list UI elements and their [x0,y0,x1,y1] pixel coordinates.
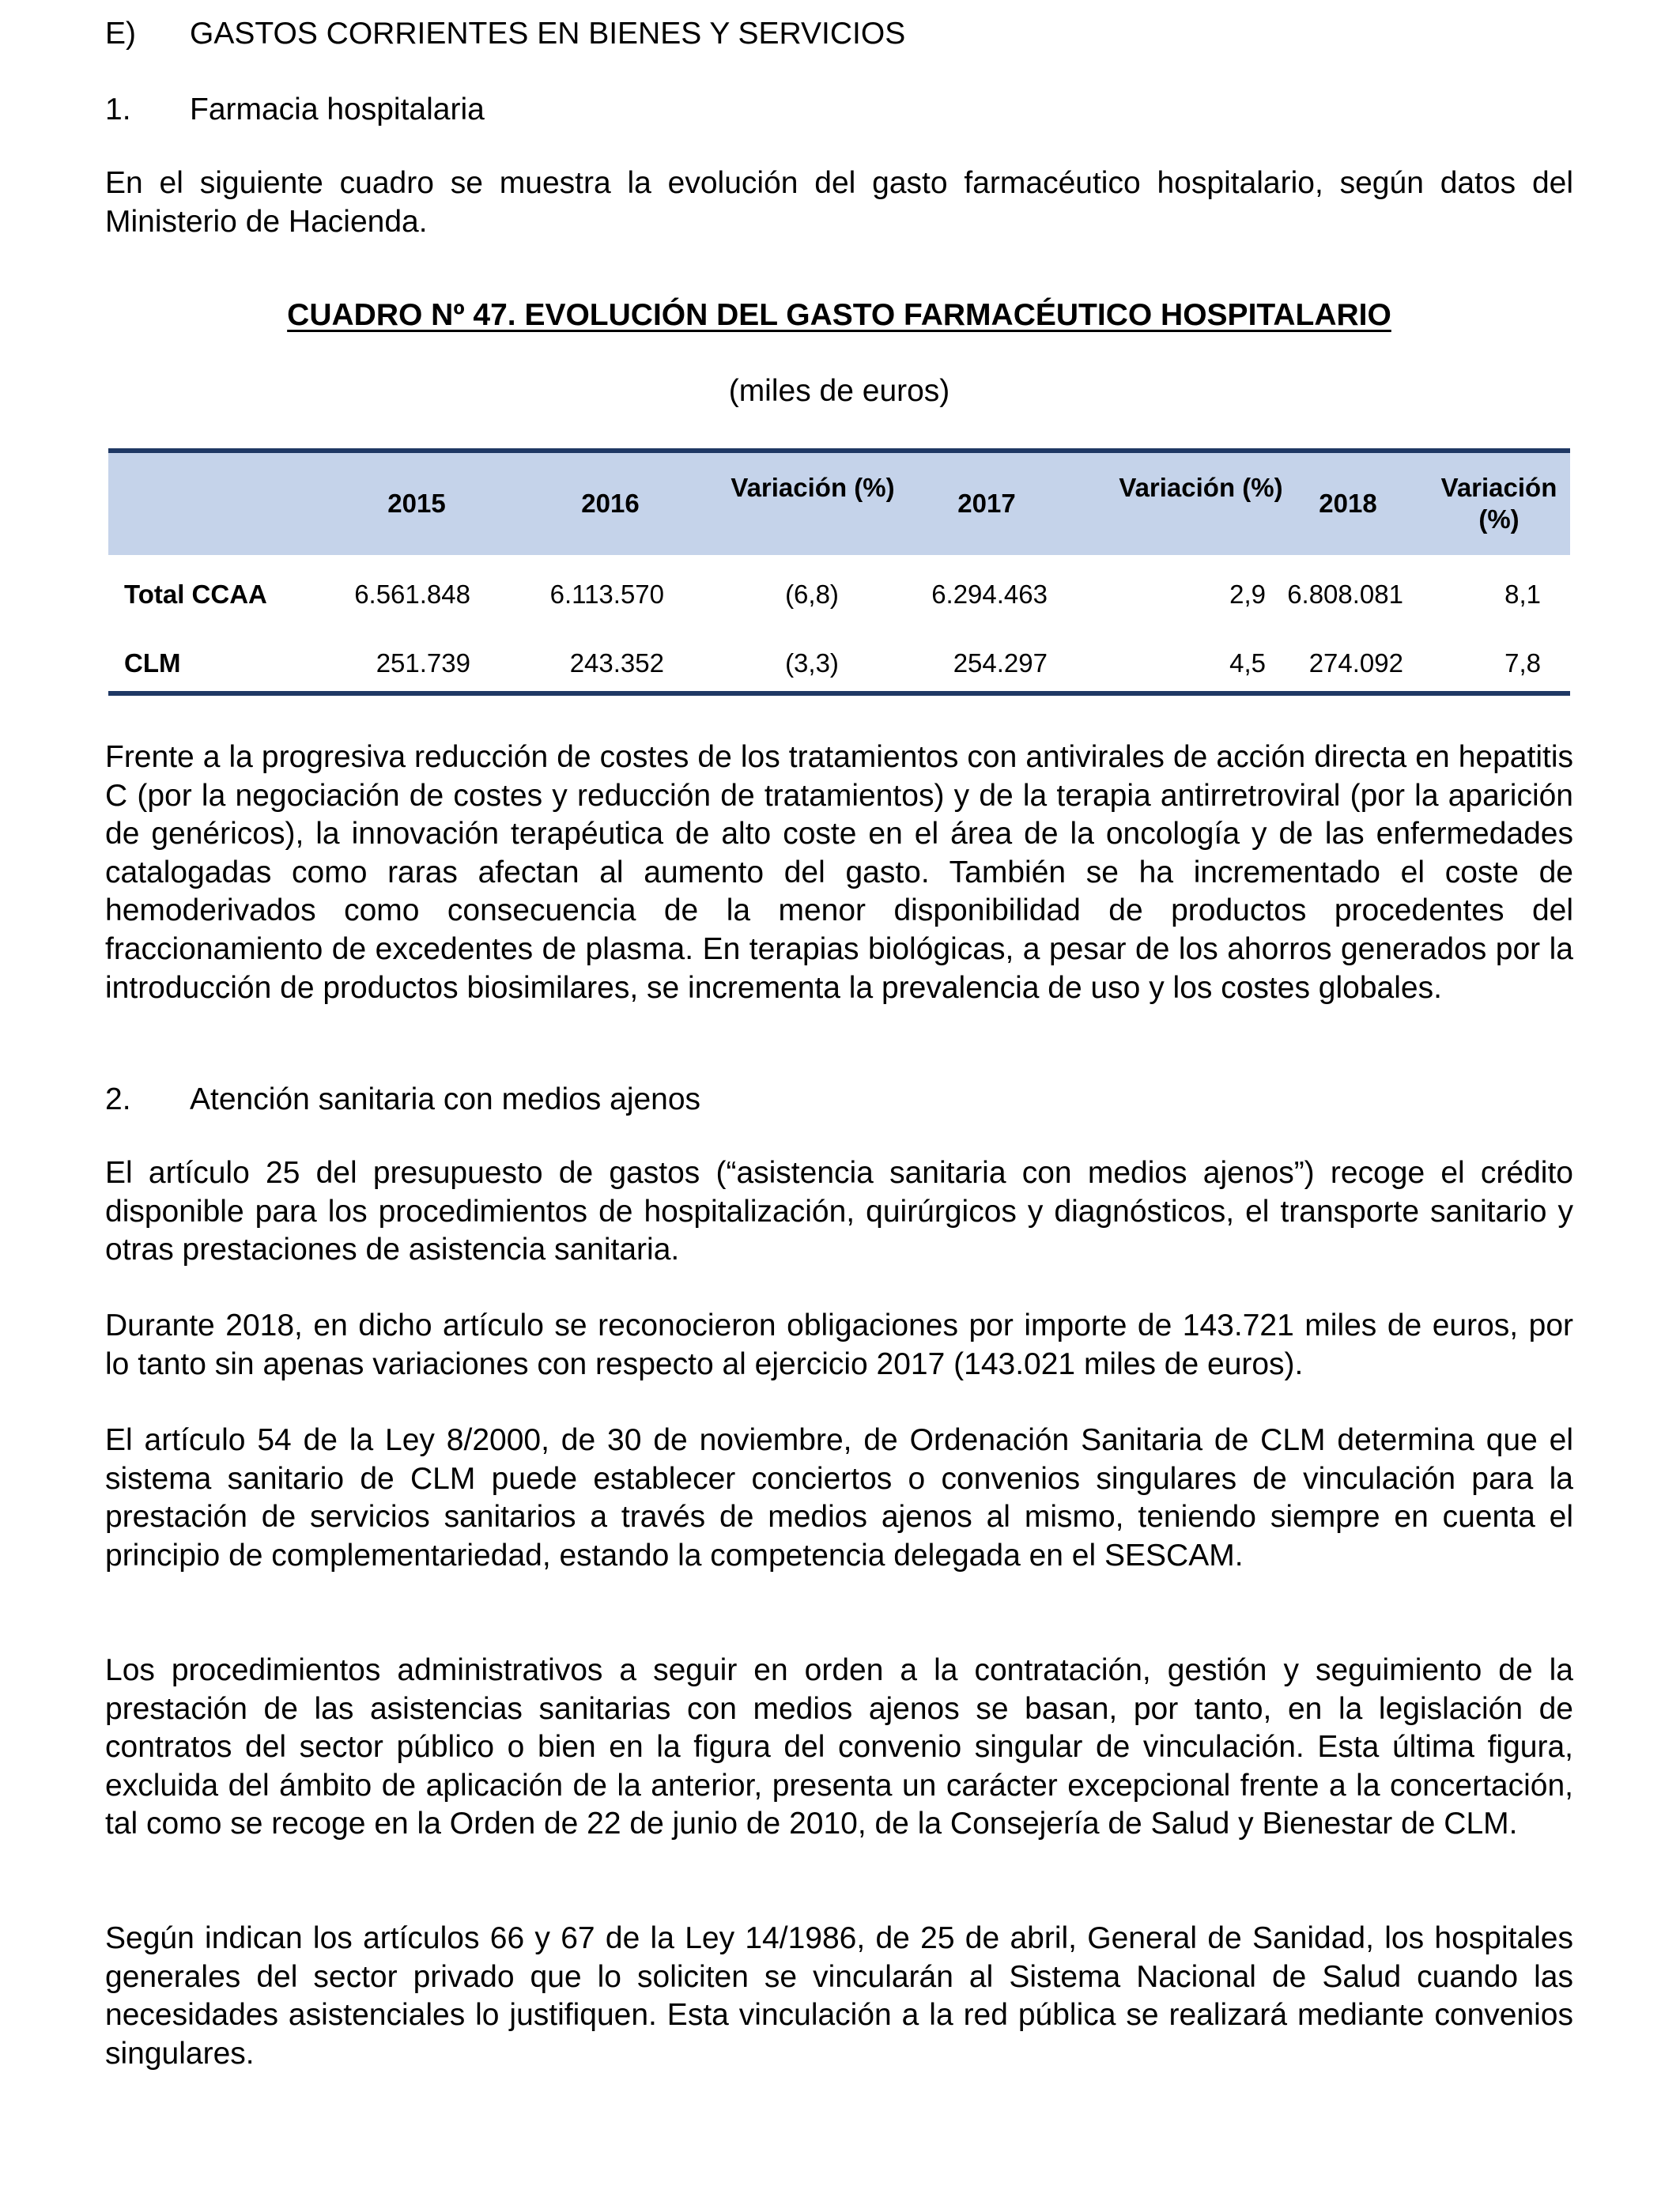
subsection-number: 1. [105,93,131,127]
header-cell: 2015 [387,489,446,518]
table-cell: (3,3) [785,648,839,678]
table-unit: (miles de euros) [728,374,950,408]
subsection-title: Atención sanitaria con medios ajenos [190,1082,701,1116]
table-cell: 254.297 [953,648,1048,678]
section-heading [105,14,905,53]
header-cell: 2018 [1319,489,1377,518]
header-cell: Variación (%) [1440,473,1557,534]
intro-paragraph: En el siguiente cuadro se muestra la evolución del gasto farmacéutico hospitalario, según datos del Ministerio de Hacienda. [105,166,1573,239]
table-cell: 6.294.463 [931,580,1048,609]
table-cell: 4,5 [1229,648,1266,678]
table-cell: 2,9 [1229,580,1266,609]
paragraph-procedures: Los procedimientos administrativos a seguir en orden a la contratación, gestión y seguimiento de la prestación de las asistencias sanitarias con medios ajenos se basan, por tanto, en la legislación de contratos del sector público o bien en la figura del convenio singular de vinculación. Esta última figura, excluida del ámbito de aplicación de la anterior, presenta un carácter excepcional frente a la concertación, tal como se recoge en la Orden de 22 de junio de 2010, de la Consejería de Salud y Bienestar de CLM. [105,1653,1573,1841]
paragraph-article-25: El artículo 25 del presupuesto de gastos (“asistencia sanitaria con medios ajenos”) recoge el crédito disponible para los procedimientos de hospitalización, quirúrgicos y diagnósticos, el transporte sanitario y otras prestaciones de asistencia sanitaria. [105,1156,1573,1267]
subsection-title: Farmacia hospitalaria [190,93,485,127]
section-title: GASTOS CORRIENTES EN BIENES Y SERVICIOS [190,17,906,51]
section-letter: E) [105,17,136,51]
table-cell: 274.092 [1308,648,1403,678]
paragraph-obligations-2018: Durante 2018, en dicho artículo se reconocieron obligaciones por importe de 143.721 miles de euros, por lo tanto sin apenas variaciones con respecto al ejercicio 2017 (143.021 miles de euros). [105,1308,1573,1381]
header-cell: Variación (%) [731,473,895,502]
table-cell: 8,1 [1504,580,1541,609]
table-cell: 6.808.081 [1287,580,1403,609]
header-cell: Variación (%) [1119,473,1283,502]
expense-table [108,448,1570,697]
header-cell: 2016 [581,489,640,518]
paragraph-general-sanidad: Según indican los artículos 66 y 67 de la Ley 14/1986, de 25 de abril, General de Sanidad, los hospitales generales del sector privado que lo soliciten se vincularán al Sistema Nacional de Salud cuando las necesidades asistenciales lo justifiquen. Esta vinculación a la red pública se realizará mediante convenios singulares. [105,1921,1573,2071]
table-row [108,629,1570,697]
subsection-heading-2 [105,1080,700,1119]
header-cell: 2017 [957,489,1016,518]
subsection-number: 2. [105,1082,131,1116]
table-cell: 6.113.570 [549,580,664,609]
paragraph-article-54: El artículo 54 de la Ley 8/2000, de 30 de noviembre, de Ordenación Sanitaria de CLM determina que el sistema sanitario de CLM puede establecer conciertos o convenios singulares de vinculación para la prestación de servicios sanitarios a través de medios ajenos al mismo, teniendo siempre en cuenta el principio de complementariedad, estando la competencia delegada en el SESCAM. [105,1423,1573,1573]
table-cell: 7,8 [1504,648,1541,678]
table-cell: 6.561.848 [354,580,470,609]
row-label: Total CCAA [124,580,267,609]
table-row [108,560,1570,629]
table-cell: 243.352 [569,648,664,678]
row-label: CLM [124,648,181,678]
paragraph-pharmacy-context: Frente a la progresiva reducción de costes de los tratamientos con antivirales de acción directa en hepatitis C (por la negociación de costes y reducción de tratamientos) y de la terapia antirretroviral (por la aparición de genéricos), la innovación terapéutica de alto coste en el área de la oncología y de las enfermedades catalogadas como raras afectan al aumento del gasto. También se ha incrementado el coste de hemoderivados como consecuencia de la menor disponibilidad de productos procedentes del fraccionamiento de excedentes de plasma. En terapias biológicas, a pesar de los ahorros generados por la introducción de productos biosimilares, se incrementa la prevalencia de uso y los costes globales. [105,740,1573,1005]
table-title: CUADRO Nº 47. EVOLUCIÓN DEL GASTO FARMACÉUTICO HOSPITALARIO [287,298,1391,332]
subsection-heading-1 [105,90,485,129]
table-bottom-rule [108,691,1570,696]
table-header-row [108,453,1570,555]
table-cell: (6,8) [785,580,839,609]
table-cell: 251.739 [376,648,470,678]
